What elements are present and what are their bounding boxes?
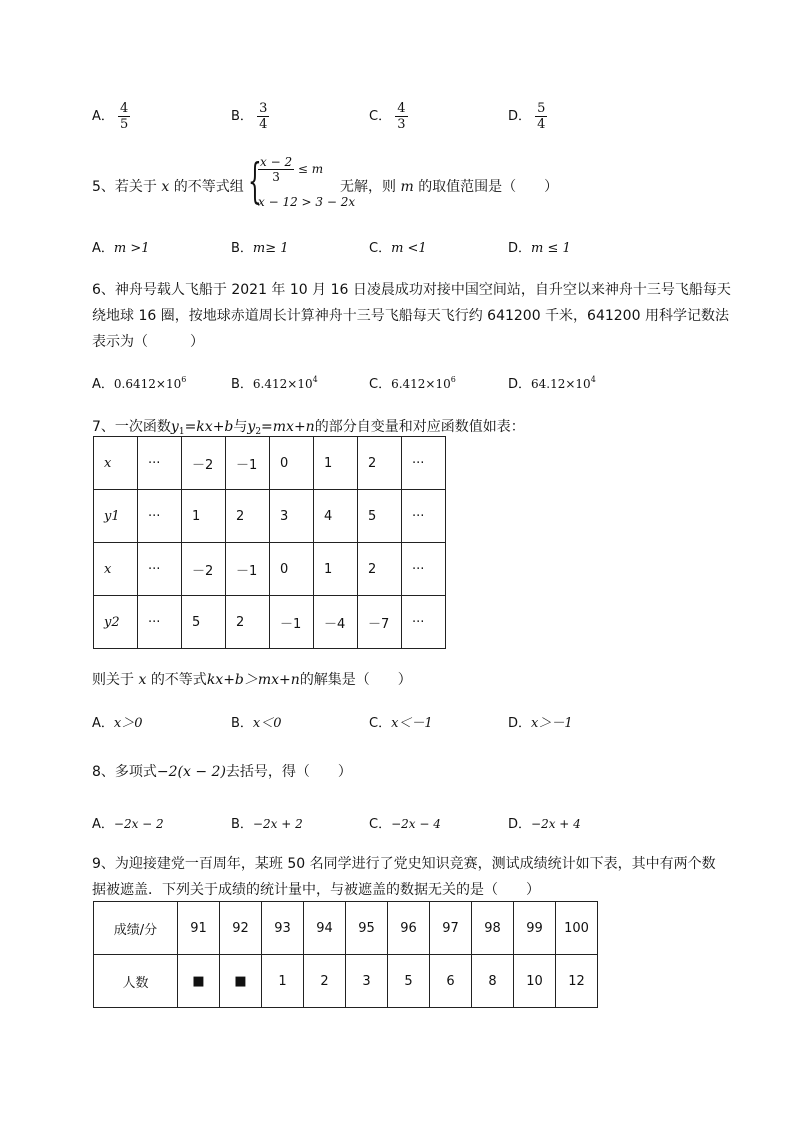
table-cell: 10	[514, 955, 556, 1008]
table-row	[94, 955, 598, 1008]
table-cell: 0	[270, 543, 314, 596]
q9-line-2: 据被遮盖．下列关于成绩的统计量中，与被遮盖的数据无关的是（ ）	[92, 882, 540, 898]
q6-line-2: 绕地球 16 圈，按地球赤道周长计算神舟十三号飞船每天飞行约 641200 千米，641200 用科学记数法	[92, 308, 729, 324]
table-row	[94, 490, 446, 543]
left-brace: {	[248, 153, 262, 209]
fraction: $\frac{4}{3}$	[397, 101, 406, 132]
fraction: $\frac{4}{5}$	[120, 101, 129, 132]
q7-stem: 7、一次函数$y_1=kx+b$与$y_2=mx+n$的部分自变量和对应函数值如表：	[92, 419, 525, 437]
fraction: $\frac{5}{4}$	[537, 101, 546, 132]
table-cell: 4	[314, 490, 358, 543]
table-cell: ···	[402, 490, 446, 543]
table-cell: 5	[388, 955, 430, 1008]
table-cell: 96	[388, 902, 430, 955]
table-cell: －2	[182, 543, 226, 596]
q6-option-d[interactable]: D．$64.12\times 10^4$	[508, 375, 596, 392]
table-row	[94, 596, 446, 649]
table-cell: 3	[270, 490, 314, 543]
table-cell: ···	[402, 596, 446, 649]
table-cell: 1	[262, 955, 304, 1008]
table-cell: 97	[430, 902, 472, 955]
q4-option-c[interactable]: C． $\frac{4}{3}$	[369, 101, 406, 132]
q6-line-1: 6、神舟号载人飞船于 2021 年 10 月 16 日凌晨成功对接中国空间站，自升空以来神舟十三号飞船每天	[92, 282, 731, 298]
table-cell: 99	[514, 902, 556, 955]
q7-option-d[interactable]: D．x＞－1	[508, 716, 573, 731]
q8-option-b[interactable]: B．−2x + 2	[231, 817, 303, 832]
table-cell: 2	[304, 955, 346, 1008]
q8-option-d[interactable]: D．−2x + 4	[508, 817, 581, 832]
table-cell: ···	[138, 437, 182, 490]
q7-option-a[interactable]: A．x＞0	[92, 716, 143, 731]
table-cell: ···	[402, 437, 446, 490]
table-cell: －1	[270, 596, 314, 649]
table-cell: x	[94, 437, 138, 490]
covered-cell: ■	[178, 955, 220, 1008]
table-cell: 98	[472, 902, 514, 955]
table-cell: 100	[556, 902, 598, 955]
table-cell: 0	[270, 437, 314, 490]
covered-cell: ■	[220, 955, 262, 1008]
fraction: $\frac{3}{4}$	[259, 101, 268, 132]
table-cell: ···	[402, 543, 446, 596]
table-cell: 5	[358, 490, 402, 543]
q6-option-b[interactable]: B．$6.412\times 10^4$	[231, 375, 318, 392]
q6-option-c[interactable]: C．$6.412\times 10^6$	[369, 375, 456, 392]
q5-option-a[interactable]: A．m >1	[92, 241, 150, 256]
table-cell: 92	[220, 902, 262, 955]
table-cell: 3	[346, 955, 388, 1008]
q9-line-1: 9、为迎接建党一百周年，某班 50 名同学进行了党史知识竞赛，测试成绩统计如下表，其中有两个数	[92, 856, 716, 872]
table-cell: ···	[138, 596, 182, 649]
q5-stem: 5、若关于 x 的不等式组	[92, 179, 244, 195]
table-cell: 1	[314, 437, 358, 490]
q5-question: 无解，则 m 的取值范围是（ ）	[340, 179, 559, 195]
table-cell: y2	[94, 596, 138, 649]
q4-option-a[interactable]: A． $\frac{4}{5}$	[92, 101, 129, 132]
q8-option-c[interactable]: C．−2x − 4	[369, 817, 441, 832]
table-cell: 2	[226, 490, 270, 543]
table-cell: 2	[358, 437, 402, 490]
table-cell: 2	[358, 543, 402, 596]
q5-option-d[interactable]: D．m ≤ 1	[508, 241, 571, 256]
table-cell: 95	[346, 902, 388, 955]
table-cell: 93	[262, 902, 304, 955]
table-cell: ···	[138, 543, 182, 596]
q4-option-d[interactable]: D． $\frac{5}{4}$	[508, 101, 546, 132]
table-cell: 5	[182, 596, 226, 649]
q5-option-c[interactable]: C．m <1	[369, 241, 427, 256]
q5-inequality-1: $\frac{x - 2}{3}$ ≤ m	[260, 155, 324, 184]
table-cell: 2	[226, 596, 270, 649]
table-header-cell: 成绩/分	[94, 902, 178, 955]
q6-option-a[interactable]: A．$0.6412\times 10^6$	[92, 375, 187, 392]
table-row	[94, 543, 446, 596]
table-cell: 8	[472, 955, 514, 1008]
table-cell: 94	[304, 902, 346, 955]
q6-line-3: 表示为（ ）	[92, 334, 204, 350]
table-cell: －4	[314, 596, 358, 649]
table-cell: 91	[178, 902, 220, 955]
table-cell: 1	[314, 543, 358, 596]
q7-option-b[interactable]: B．x＜0	[231, 716, 282, 731]
table-cell: －1	[226, 437, 270, 490]
table-cell: －1	[226, 543, 270, 596]
q8-option-a[interactable]: A．−2x − 2	[92, 817, 164, 832]
table-cell: 6	[430, 955, 472, 1008]
score-table	[93, 901, 598, 1008]
table-cell: ···	[138, 490, 182, 543]
table-cell: y1	[94, 490, 138, 543]
table-header-cell: 人数	[94, 955, 178, 1008]
table-cell: 12	[556, 955, 598, 1008]
table-cell: －2	[182, 437, 226, 490]
q7-table	[93, 436, 446, 649]
table-cell: －7	[358, 596, 402, 649]
table-row	[94, 902, 598, 955]
q5-option-b[interactable]: B．m≥ 1	[231, 241, 289, 256]
q7-option-c[interactable]: C．x＜－1	[369, 716, 433, 731]
table-row	[94, 437, 446, 490]
table-cell: 1	[182, 490, 226, 543]
q5-inequality-2: x − 12 > 3 − 2x	[258, 195, 356, 209]
q4-option-b[interactable]: B． $\frac{3}{4}$	[231, 101, 268, 132]
q7-question: 则关于 x 的不等式kx+b＞mx+n的解集是（ ）	[92, 672, 412, 688]
table-cell: x	[94, 543, 138, 596]
q8-stem: 8、多项式−2(x − 2)去括号，得（ ）	[92, 764, 352, 780]
